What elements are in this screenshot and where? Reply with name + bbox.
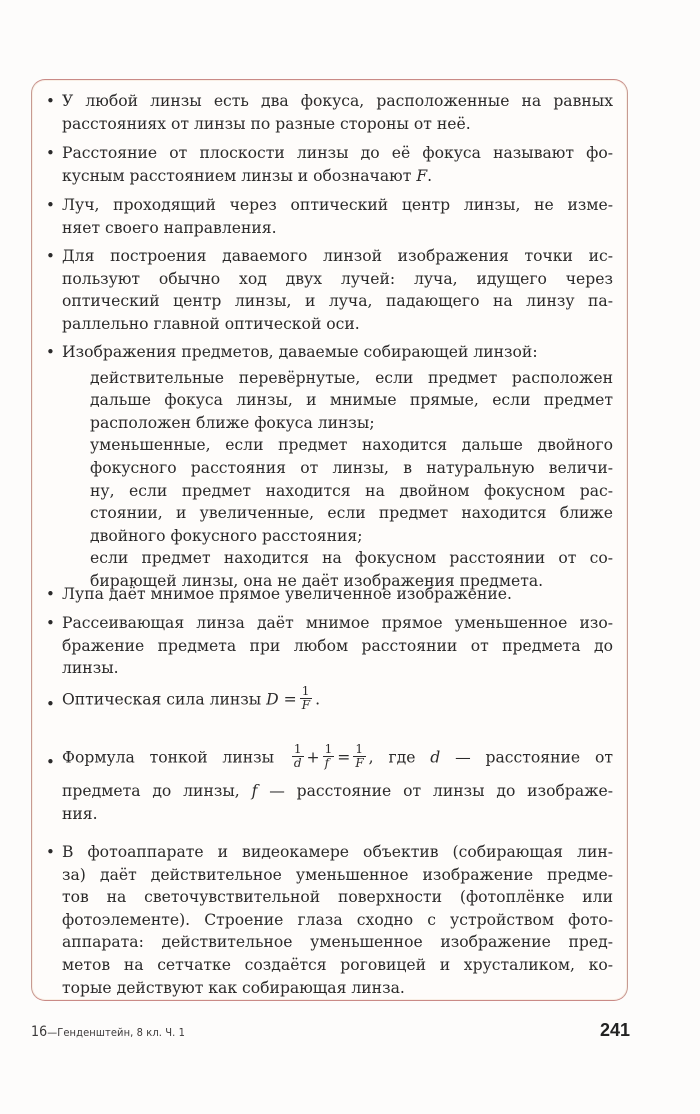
bullet-icon: • [46, 247, 55, 265]
fraction [323, 743, 335, 770]
math-symbol: F [416, 166, 428, 185]
text-line: дальше фокуса линзы, и мнимые прямые, если предмет [90, 391, 613, 410]
math-symbol: f [251, 782, 258, 800]
thin-lens-formula-line [62, 742, 613, 772]
text-line: Расстояние от плоскости линзы до её фокуса называют фо- [62, 144, 613, 162]
list-item [46, 90, 613, 135]
sub-paragraph [90, 367, 613, 593]
text-line: Луч, проходящий через оптический центр линзы, не изме- [62, 196, 613, 214]
bullet-icon: • [46, 753, 55, 771]
signature-text: —Генденштейн, 8 кл. Ч. 1 [47, 1026, 186, 1039]
fraction-denominator: f [324, 756, 330, 770]
math-symbol: d [430, 748, 441, 767]
list-item [46, 341, 613, 593]
list-item [46, 245, 613, 335]
text-line: Лупа даёт мнимое прямое увеличенное изображение. [62, 585, 512, 603]
fraction-numerator: 1 [300, 685, 312, 699]
text-line: раллельно главной оптической оси. [62, 314, 360, 333]
text-line: няет своего направления. [62, 218, 277, 237]
fraction [353, 743, 365, 770]
list-item [46, 742, 613, 825]
text-line: В фотоаппарате и видеокамере объектив (собирающая лин- [62, 843, 613, 861]
text-line: Для построения даваемого линзой изображения точки ис- [62, 247, 613, 265]
bullet-icon: • [46, 196, 55, 214]
text-line: Рассеивающая линза даёт мнимое прямое уменьшенное изо- [62, 614, 613, 632]
list-item [46, 583, 613, 606]
text-line: Изображения предметов, даваемые собирающей линзой: [62, 343, 538, 361]
page-number: 241 [599, 1020, 630, 1040]
text-line: фокусного расстояния от линзы, в натуральную величи- [90, 458, 613, 477]
text-fragment: — расстояние от [455, 748, 613, 767]
text-fragment: , где [368, 748, 416, 767]
bullet-icon: • [46, 343, 55, 361]
text-line: уменьшенные, если предмет находится дальше двойного [90, 436, 613, 455]
text-line: ну, если предмет находится на двойном фокусном рас- [90, 481, 613, 500]
text-line: линзы. [62, 659, 119, 678]
text-line: бражение предмета при любом расстоянии от предмета до [62, 636, 613, 655]
text-line: тов на светочувствительной поверхности (фотоплёнке или [62, 888, 613, 907]
text-line: пользуют обычно ход двух лучей: луча, идущего через [62, 269, 613, 288]
text-fragment: — расстояние от линзы до изображе- [269, 782, 613, 800]
signature-number: 16 [31, 1024, 48, 1040]
summary-box [31, 79, 628, 1001]
bullet-icon: • [46, 92, 55, 110]
punctuation: . [427, 166, 433, 185]
bullet-icon: • [46, 144, 55, 162]
plus-sign: + [306, 748, 320, 767]
text-line: стоянии, и увеличенные, если предмет находится ближе [90, 504, 613, 523]
text-line: оптический центр линзы, и луча, падающего на линзу па- [62, 292, 613, 311]
text-line [62, 165, 613, 188]
text-line: фотоэлементе). Строение глаза сходно с устройством фото- [62, 910, 613, 929]
text-line: У любой линзы есть два фокуса, расположенные на равных [62, 92, 613, 110]
list-item [46, 841, 613, 999]
fraction [292, 743, 304, 770]
text-line: ния. [62, 804, 98, 823]
fraction-numerator: 1 [324, 742, 333, 756]
list-item [46, 194, 613, 239]
optical-power-formula [62, 684, 613, 714]
text-line: торые действуют как собирающая линза. [62, 978, 405, 997]
list-item [46, 142, 613, 187]
printer-signature [31, 1024, 185, 1040]
text-line: аппарата: действительное уменьшенное изображение пред- [62, 933, 613, 952]
equals-sign: = [337, 748, 351, 767]
bullet-icon: • [46, 585, 55, 603]
bullet-icon: • [46, 843, 55, 861]
text-line: метов на сетчатке создаётся роговицей и хрусталиком, ко- [62, 955, 613, 974]
text-line: действительные перевёрнутые, если предмет расположен [90, 368, 613, 387]
list-item [46, 684, 613, 714]
text-line: двойного фокусного расстояния; [90, 526, 363, 545]
text-fragment: предмета до линзы, [62, 782, 240, 800]
text-line: расположен ближе фокуса линзы; [90, 413, 375, 432]
fraction-denominator: F [355, 756, 364, 770]
text-line: расстояниях от линзы по разные стороны от неё. [62, 114, 471, 133]
text-fragment: Оптическая сила линзы [62, 690, 262, 709]
text-line: бирающей линзы, она не даёт изображения предмета. [90, 571, 544, 590]
fraction [300, 685, 312, 712]
text-fragment: кусным расстоянием линзы и обозначают [62, 166, 412, 185]
fraction-denominator: d [293, 756, 302, 770]
text-fragment: Формула тонкой линзы [62, 748, 275, 767]
bullet-icon: • [46, 695, 55, 713]
equals-sign: = [283, 690, 297, 709]
bullet-icon: • [46, 614, 55, 632]
list-item [46, 612, 613, 680]
punctuation: . [315, 690, 321, 709]
fraction-denominator: F [301, 698, 311, 712]
text-line: если предмет находится на фокусном расстоянии от со- [90, 549, 613, 568]
math-symbol: D [266, 690, 279, 709]
fraction-numerator: 1 [353, 743, 365, 757]
text-line: за) даёт действительное уменьшенное изображение предме- [62, 865, 613, 884]
fraction-numerator: 1 [292, 743, 304, 757]
text-line [62, 780, 613, 803]
